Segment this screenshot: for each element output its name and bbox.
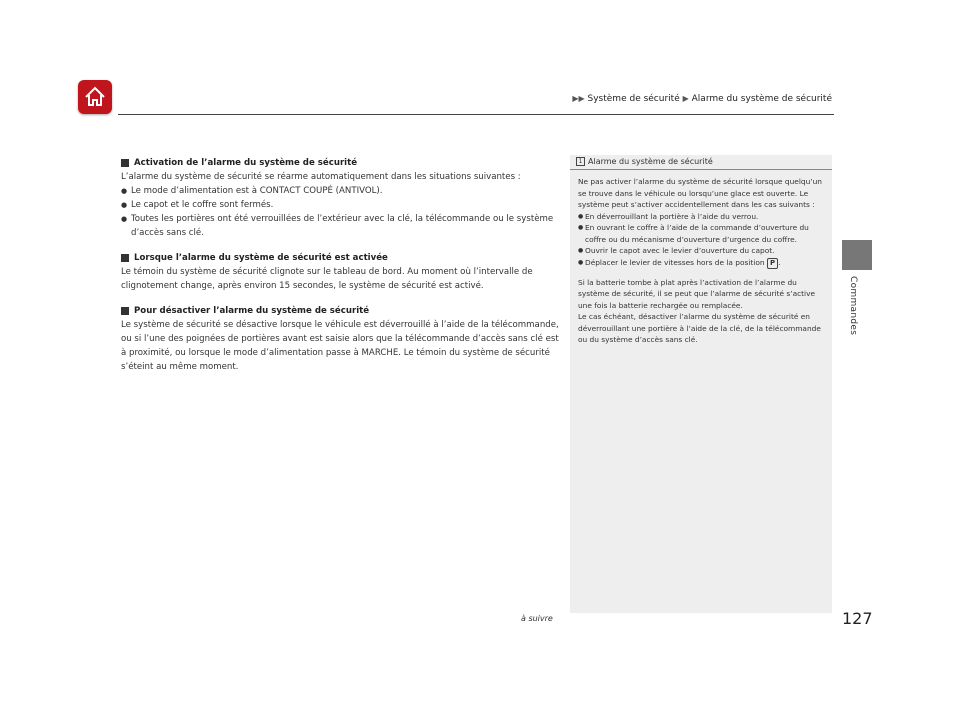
- note-body: [570, 170, 832, 352]
- chevron-right-icon: ▶: [682, 94, 689, 103]
- chevron-right-icon: ▶▶: [572, 94, 585, 103]
- page-number: 127: [842, 609, 873, 628]
- section-activation: [121, 156, 561, 240]
- section-intro: L’alarme du système de sécurité se réarme automatiquement dans les situations suivantes :: [121, 172, 521, 182]
- battery-note: Si la batterie tombe à plat après l’activation de l’alarme du système de sécurité, il se peut que l’alarme de sécurité s’active une fois la batterie rechargée ou remplacée.: [578, 277, 816, 310]
- home-button[interactable]: [78, 80, 112, 114]
- list-item: ● Le mode d’alimentation est à CONTACT COUPÉ (ANTIVOL).: [121, 184, 561, 198]
- chapter-tab-label[interactable]: Commandes: [848, 276, 858, 336]
- side-note: [570, 155, 832, 613]
- park-position-icon: P: [767, 258, 778, 269]
- list-item: ● Déplacer le levier de vitesses hors de la position P .: [578, 257, 824, 269]
- section-activated: [121, 251, 561, 293]
- breadcrumb-item-alarm[interactable]: Alarme du système de sécurité: [691, 94, 832, 104]
- breadcrumb: [572, 94, 832, 104]
- continued-label: à suivre: [521, 614, 553, 623]
- list-item: ● Le capot et le coffre sont fermés.: [121, 198, 561, 212]
- section-title: Activation de l’alarme du système de sécurité: [121, 156, 561, 170]
- list-item: ● Toutes les portières ont été verrouillées de l’extérieur avec la clé, la télécommande ou le système d’accès sans clé.: [121, 212, 561, 240]
- section-body: Le témoin du système de sécurité clignote sur le tableau de bord. Au moment où l’intervalle de clignotement change, après environ 15 secondes, le système de sécurité est activé.: [121, 267, 533, 291]
- list-item: ● En déverrouillant la portière à l’aide du verrou.: [578, 211, 824, 223]
- note-icon: 1: [576, 157, 585, 166]
- square-bullet-icon: [121, 159, 129, 167]
- square-bullet-icon: [121, 254, 129, 262]
- chapter-tab-marker[interactable]: [842, 240, 872, 270]
- header-divider: [118, 114, 834, 115]
- note-bullet-list: [578, 211, 824, 269]
- main-content: [121, 156, 561, 385]
- note-intro: Ne pas activer l’alarme du système de sécurité lorsque quelqu’un se trouve dans le véhicule ou lorsqu’une glace est ouverte. Le système peut s’activer accidentellement dans les cas suivants :: [578, 177, 822, 209]
- bullet-list: [121, 184, 561, 240]
- battery-note-2: Le cas échéant, désactiver l’alarme du système de sécurité en déverrouillant une portière à l’aide de la clé, de la télécommande ou du système d’accès sans clé.: [578, 312, 821, 344]
- section-title: Pour désactiver l’alarme du système de sécurité: [121, 304, 561, 318]
- list-item: ● Ouvrir le capot avec le levier d’ouverture du capot.: [578, 245, 824, 257]
- note-title: Alarme du système de sécurité: [588, 157, 713, 166]
- list-item: ● En ouvrant le coffre à l’aide de la commande d’ouverture du coffre ou du mécanisme d’ouverture d’urgence du coffre.: [578, 222, 824, 245]
- breadcrumb-item-security[interactable]: Système de sécurité: [587, 94, 680, 104]
- home-icon: [83, 85, 107, 109]
- section-title: Lorsque l’alarme du système de sécurité est activée: [121, 251, 561, 265]
- section-body: Le système de sécurité se désactive lorsque le véhicule est déverrouillé à l’aide de la télécommande, ou si l’une des poignées de portières avant est saisie alors que la télécommande d’accès sans clé est à proximité, ou lorsque le mode d’alimentation passe à MARCHE. Le témoin du système de sécurité s’éteint au même moment.: [121, 320, 559, 372]
- square-bullet-icon: [121, 307, 129, 315]
- note-header: [570, 155, 832, 170]
- section-deactivation: [121, 304, 561, 374]
